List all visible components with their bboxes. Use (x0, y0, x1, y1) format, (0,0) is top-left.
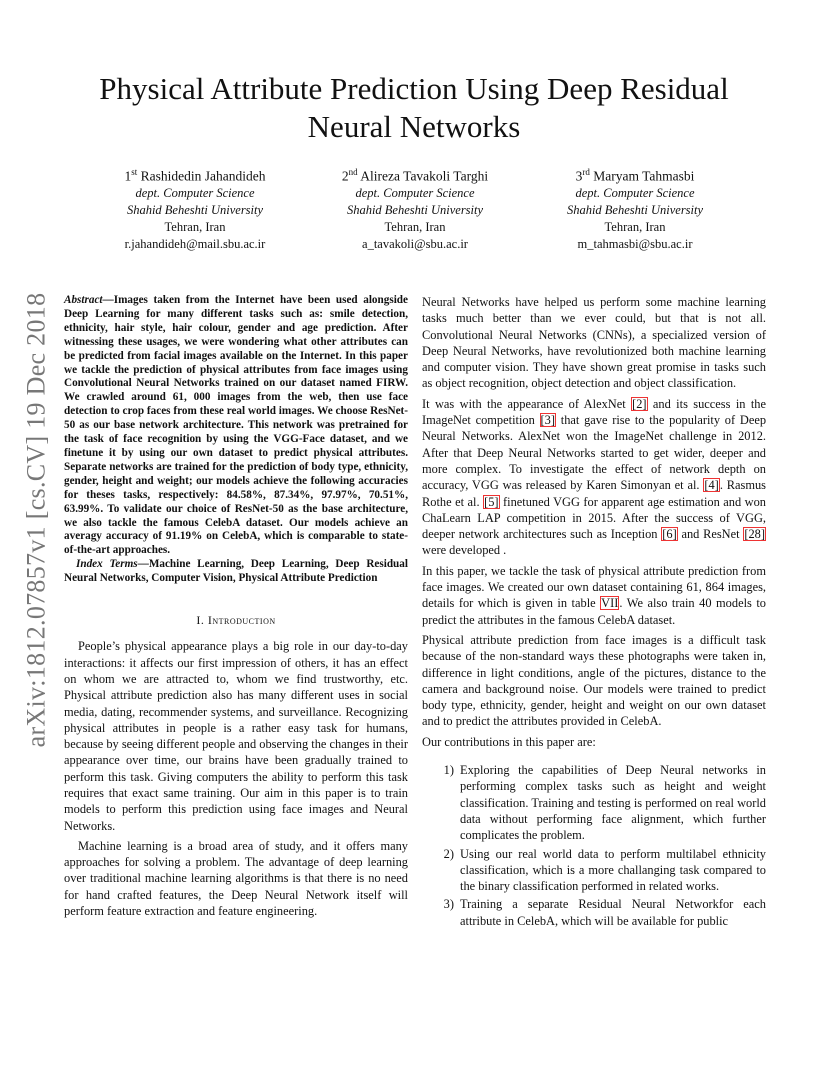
list-item (422, 846, 766, 895)
arxiv-sidebar (20, 280, 52, 760)
citation-link[interactable]: [6] (662, 527, 677, 542)
citation-link[interactable]: [3] (540, 413, 555, 428)
author-dept: dept. Computer Science (575, 185, 695, 200)
author-city: Tehran, Iran (384, 219, 446, 234)
author-ordinal-suffix: st (131, 167, 138, 177)
list-item-text: Training a separate Residual Neural Networkfor each attribute in CelebA, which will be available for public (460, 897, 766, 928)
left-column (64, 294, 408, 919)
author-dept: dept. Computer Science (355, 185, 475, 200)
citation-link[interactable]: [2] (632, 396, 647, 411)
abstract (64, 294, 408, 558)
author-university: Shahid Beheshti University (566, 202, 704, 217)
list-item-number: 1) (443, 763, 454, 778)
author-3 (530, 164, 740, 253)
list-item (422, 896, 766, 929)
list-item (422, 762, 766, 843)
index-terms (64, 558, 408, 586)
author-1 (90, 164, 300, 253)
author-ordinal-suffix: nd (348, 167, 358, 177)
author-name: Rashidedin Jahandideh (140, 168, 266, 184)
right-column (422, 294, 766, 931)
author-block (90, 164, 740, 253)
text-run: In this paper, we tackle the task of physical attribute prediction from face images. We created our own dataset containing 61, 864 images, details for which is given in table (422, 563, 766, 611)
list-item-number: 3) (443, 897, 454, 912)
author-email[interactable]: r.jahandideh@mail.sbu.ac.ir (124, 236, 266, 251)
author-university: Shahid Beheshti University (126, 202, 264, 217)
author-university: Shahid Beheshti University (346, 202, 484, 217)
abstract-text: —Images taken from the Internet have been used alongside Deep Learning for many different tasks such as: smile detection, ethnicity, hair style, hair colour, gender and age prediction. After witnessing these usages, we were wondering what other attributes can be predicted from facial images available on the Internet. In this paper we tackle the prediction of physical attributes from face images using Convolutional Neural Networks trained on our dataset named FIRW. We crawled around 61, 000 images from the web, then use face detection to crop faces from these real world images. We choose ResNet-50 as our base network architecture. This network was pretrained for the task of face recognition by using the VGG-Face dataset, and we finetune it by using our own dataset to predict physical attributes. Separate networks are trained for the prediction of body type, ethnicity, gender, height and weight; our models achieve the following accuracies for theses tasks, respectively: 84.58%, 87.34%, 97.97%, 70.51%, 63.99%. To validate our choice of ResNet-50 as the base architecture, we also tackle the famous CelebA dataset. Our models achieve an averagy accuracy of 91.19% on CelebA, which is comparable to state-of-the-art approaches. (64, 294, 408, 557)
text-run: and ResNet (677, 527, 744, 542)
index-terms-label: Index Terms (76, 558, 138, 571)
section-heading-introduction: I. Introduction (196, 613, 276, 628)
right-paragraph-3 (422, 563, 766, 628)
contributions-list (422, 762, 766, 929)
text-run: It was with the appearance of AlexNet (422, 396, 632, 411)
author-2 (310, 164, 520, 253)
paper-title: Physical Attribute Prediction Using Deep Residual Neural Networks (99, 71, 729, 144)
author-city: Tehran, Iran (604, 219, 666, 234)
right-paragraph-1: Neural Networks have helped us perform some machine learning tasks much better than we ever could, but that is not all. Convolutional Neural Networks (CNNs), a specialized version of Deep Neural Networks, have revolutionized both machine learning and computer vision. They have shown great promise in tasks such as object recognition, object detection and object classification. (422, 295, 766, 391)
text-run: . Rasmus Rothe et al. (422, 478, 767, 509)
right-paragraph-5: Our contributions in this paper are: (422, 734, 596, 749)
list-item-text: Exploring the capabilities of Deep Neural networks in performing complex tasks such as height and weight classification. Training and testing is performed on real world data without performing face alignment, which further complicates the problem. (460, 763, 766, 843)
author-email[interactable]: m_tahmasbi@sbu.ac.ir (577, 236, 693, 251)
list-item-text: Using our real world data to perform multilabel ethnicity classification, which is a more challanging task compared to the binary classification performed in related works. (460, 846, 766, 894)
intro-paragraph-1: People’s physical appearance plays a big role in our day-to-day interactions: it affects our first impression of others, it has an effect on whom we are attracted to, whom we find trustworthy, etc. Physical attribute prediction also has many different uses in social media, dating, recommender systems, and surveillance. Recognizing physical attributes in people is a rather easy task for humans, because by seeing different people and observing the changes in their appearance over time, our brains have been gradually trained to perform this task. Giving computers the ability to perform this task requires that exact same training. Our aim in this paper is to train models to perform this prediction using face images and Neural Networks. (64, 639, 408, 833)
author-email[interactable]: a_tavakoli@sbu.ac.ir (362, 236, 468, 251)
citation-link[interactable]: [28] (744, 527, 765, 542)
citation-link[interactable]: [4] (704, 478, 719, 493)
citation-link[interactable]: [5] (484, 494, 499, 509)
text-run: . We also train 40 models to predict the attributes in the famous CelebA dataset. (422, 596, 766, 627)
author-ordinal-suffix: rd (582, 167, 590, 177)
author-name: Maryam Tahmasbi (593, 168, 695, 184)
intro-paragraph-2: Machine learning is a broad area of study, and it offers many approaches for solving a problem. The advantage of deep learning over traditional machine learning algorithms is that there is no need for hand crafted features, the Deep Neural Network itself will perform feature extraction and feature engineering. (64, 838, 408, 919)
right-paragraph-4: Physical attribute prediction from face images is a difficult task because of the non-standard ways these photographs were taken in, difference in light conditions, angle of the pictures, distance to the camera and background noise. Our models were trained to predict body type, ethnicity, gender, height and weight on our own dataset and to predict the attributes provided in CelebA. (422, 632, 766, 729)
author-ordinal: 3 (575, 168, 583, 184)
text-run: that gave rise to the popularity of Deep Neural Networks. AlexNet won the ImageNet challenge in 2012. After that Deep Neural Networks started to get wider, deeper and more complex. To investigate the effect of network depth on accuracy, VGG was released by Karen Simonyan et al. (422, 413, 767, 493)
index-terms-text: —Machine Learning, Deep Learning, Deep Residual Neural Networks, Computer Vision, Physical Attribute Prediction (64, 558, 408, 585)
author-ordinal: 1 (124, 168, 132, 184)
arxiv-identifier: arXiv:1812.07857v1 [cs.CV] 19 Dec 2018 (21, 292, 50, 748)
author-name: Alireza Tavakoli Targhi (360, 168, 489, 184)
abstract-label: Abstract (64, 294, 103, 306)
table-reference-link[interactable]: VII (601, 596, 619, 611)
author-ordinal: 2 (341, 168, 349, 184)
right-paragraph-2 (422, 396, 766, 559)
text-run: finetuned VGG for apparent age estimation and won ChaLearn LAP competition in 2015. After the success of VGG, deeper network architectures such as Inception (422, 494, 767, 542)
text-run: and its success in the ImageNet competition (422, 396, 766, 428)
author-dept: dept. Computer Science (135, 185, 255, 200)
text-run: were developed . (422, 543, 507, 558)
author-city: Tehran, Iran (164, 219, 226, 234)
list-item-number: 2) (443, 846, 454, 861)
